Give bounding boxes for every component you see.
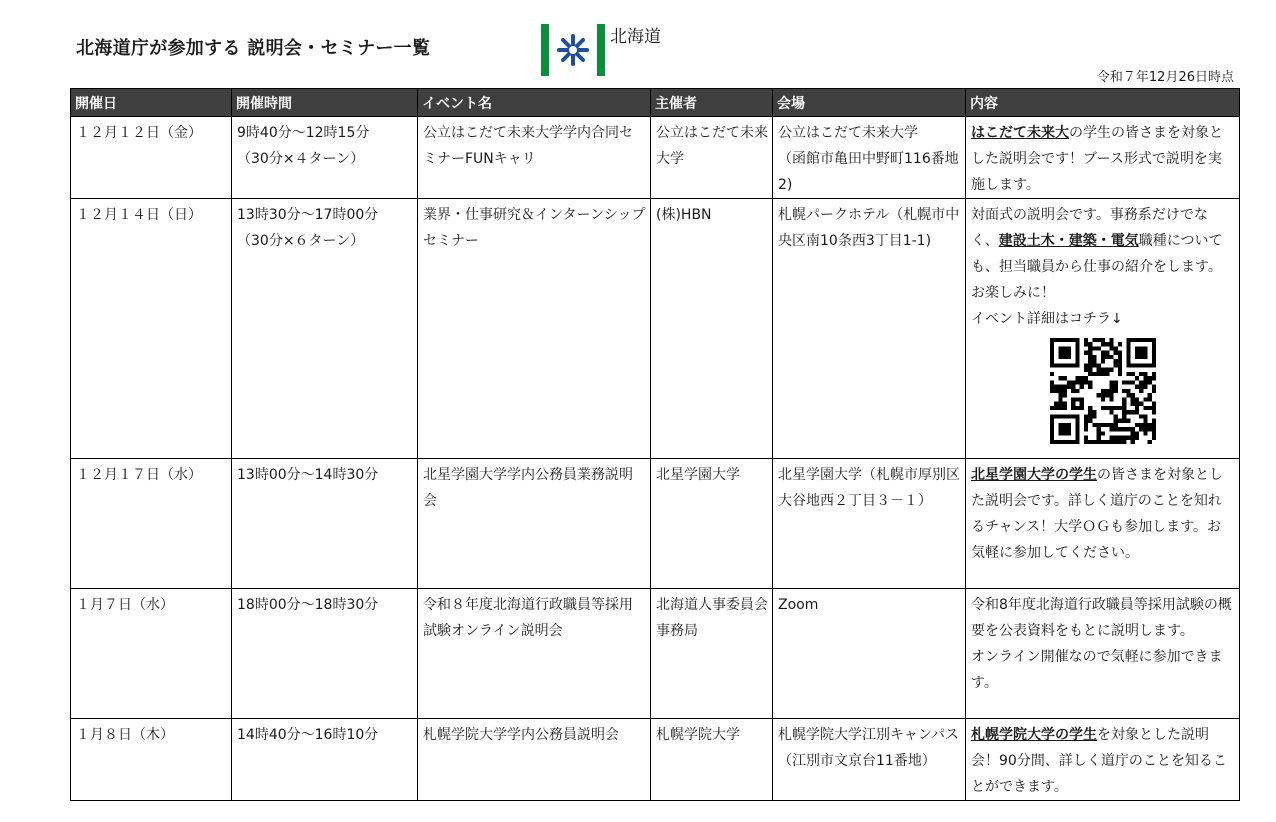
cell-venue: 札幌パークホテル（札幌市中央区南10条西3丁目1-1)	[773, 199, 966, 459]
venue-name: 公立はこだて未来大学	[778, 125, 918, 141]
table-row	[71, 199, 1240, 459]
qr-container	[971, 332, 1235, 453]
cell-organizer: 札幌学院大学	[651, 719, 773, 801]
cell-date: １２月１２日（金）	[71, 117, 232, 199]
as-of-date: 令和７年12月26日時点	[1096, 70, 1234, 85]
column-header-event: イベント名	[418, 89, 651, 117]
content-text: オンライン開催なので気軽に参加できます。	[971, 649, 1223, 691]
cell-venue: 北星学園大学（札幌市厚別区大谷地西２丁目３－１）	[773, 459, 966, 589]
cell-date: １２月１７日（水）	[71, 459, 232, 589]
column-header-venue: 会場	[773, 89, 966, 117]
cell-venue: Zoom	[773, 589, 966, 719]
column-header-time: 開催時間	[232, 89, 418, 117]
cell-content	[966, 719, 1240, 801]
content-highlight: 札幌学院大学の学生	[971, 727, 1097, 743]
cell-date: １月７日（水）	[71, 589, 232, 719]
cell-organizer: 公立はこだて未来大学	[651, 117, 773, 199]
page-title: 北海道庁が参加する 説明会・セミナー一覧	[76, 38, 431, 59]
cell-event: 公立はこだて未来大学学内合同セミナーFUNキャリ	[418, 117, 651, 199]
table-row	[71, 117, 1240, 199]
cell-time: 18時00分～18時30分	[232, 589, 418, 719]
content-text: の皆さまを対象とした説明会です。詳しく道庁のことを知れるチャンス！大学ＯＧも参加します。お気軽に参加してください。	[971, 467, 1223, 561]
cell-time	[232, 199, 418, 459]
cell-venue	[773, 117, 966, 199]
hokkaido-logo-icon	[541, 24, 605, 76]
table-row	[71, 589, 1240, 719]
content-text: 令和8年度北海道行政職員等採用試験の概要を公表資料をもとに説明します。	[971, 597, 1232, 639]
time-range: 9時40分～12時15分	[237, 125, 370, 141]
cell-time: 14時40分～16時10分	[232, 719, 418, 801]
cell-date: １月８日（木）	[71, 719, 232, 801]
content-highlight: はこだて未来大	[971, 125, 1069, 141]
logo-text: 北海道	[610, 27, 661, 47]
cell-date: １２月１４日（日）	[71, 199, 232, 459]
cell-content	[966, 459, 1240, 589]
cell-event: 業界・仕事研究＆インターンシップセミナー	[418, 199, 651, 459]
content-highlight: 北星学園大学の学生	[971, 467, 1097, 483]
qr-code-icon[interactable]	[1050, 338, 1156, 444]
cell-time	[232, 117, 418, 199]
cell-event: 北星学園大学学内公務員業務説明会	[418, 459, 651, 589]
cell-event: 令和８年度北海道行政職員等採用試験オンライン説明会	[418, 589, 651, 719]
cell-event: 札幌学院大学学内公務員説明会	[418, 719, 651, 801]
cell-organizer: (株)HBN	[651, 199, 773, 459]
cell-organizer: 北星学園大学	[651, 459, 773, 589]
venue-address: （函館市亀田中野町116番地2)	[778, 151, 959, 193]
cell-content	[966, 589, 1240, 719]
cell-organizer: 北海道人事委員会事務局	[651, 589, 773, 719]
column-header-content: 内容	[966, 89, 1240, 117]
column-header-organizer: 主催者	[651, 89, 773, 117]
cell-venue: 札幌学院大学江別キャンパス（江別市文京台11番地）	[773, 719, 966, 801]
event-details-link[interactable]: イベント詳細はコチラ↓	[971, 311, 1123, 327]
cell-time: 13時00分～14時30分	[232, 459, 418, 589]
content-text: の学生の皆さまを対象とした説明会です！ブース形式で説明を実施します。	[971, 125, 1223, 193]
time-turns: （30分×６ターン）	[237, 233, 365, 249]
cell-content	[966, 117, 1240, 199]
table-row	[71, 459, 1240, 589]
content-text: 職種についても、担当職員から仕事の紹介をします。お楽しみに！	[971, 233, 1223, 301]
events-table	[70, 88, 1240, 801]
time-turns: （30分×４ターン）	[237, 151, 365, 167]
content-text: 対面式の説明会です。事務系だけでなく、	[971, 207, 1208, 249]
table-header-row	[71, 89, 1240, 117]
cell-content	[966, 199, 1240, 459]
time-range: 13時30分～17時00分	[237, 207, 379, 223]
content-highlight: 建設土木・建築・電気	[998, 233, 1139, 249]
table-row	[71, 719, 1240, 801]
column-header-date: 開催日	[71, 89, 232, 117]
content-text-block	[971, 202, 1235, 306]
content-text: を対象とした説明会！90分間、詳しく道庁のことを知ることができます。	[971, 727, 1227, 795]
